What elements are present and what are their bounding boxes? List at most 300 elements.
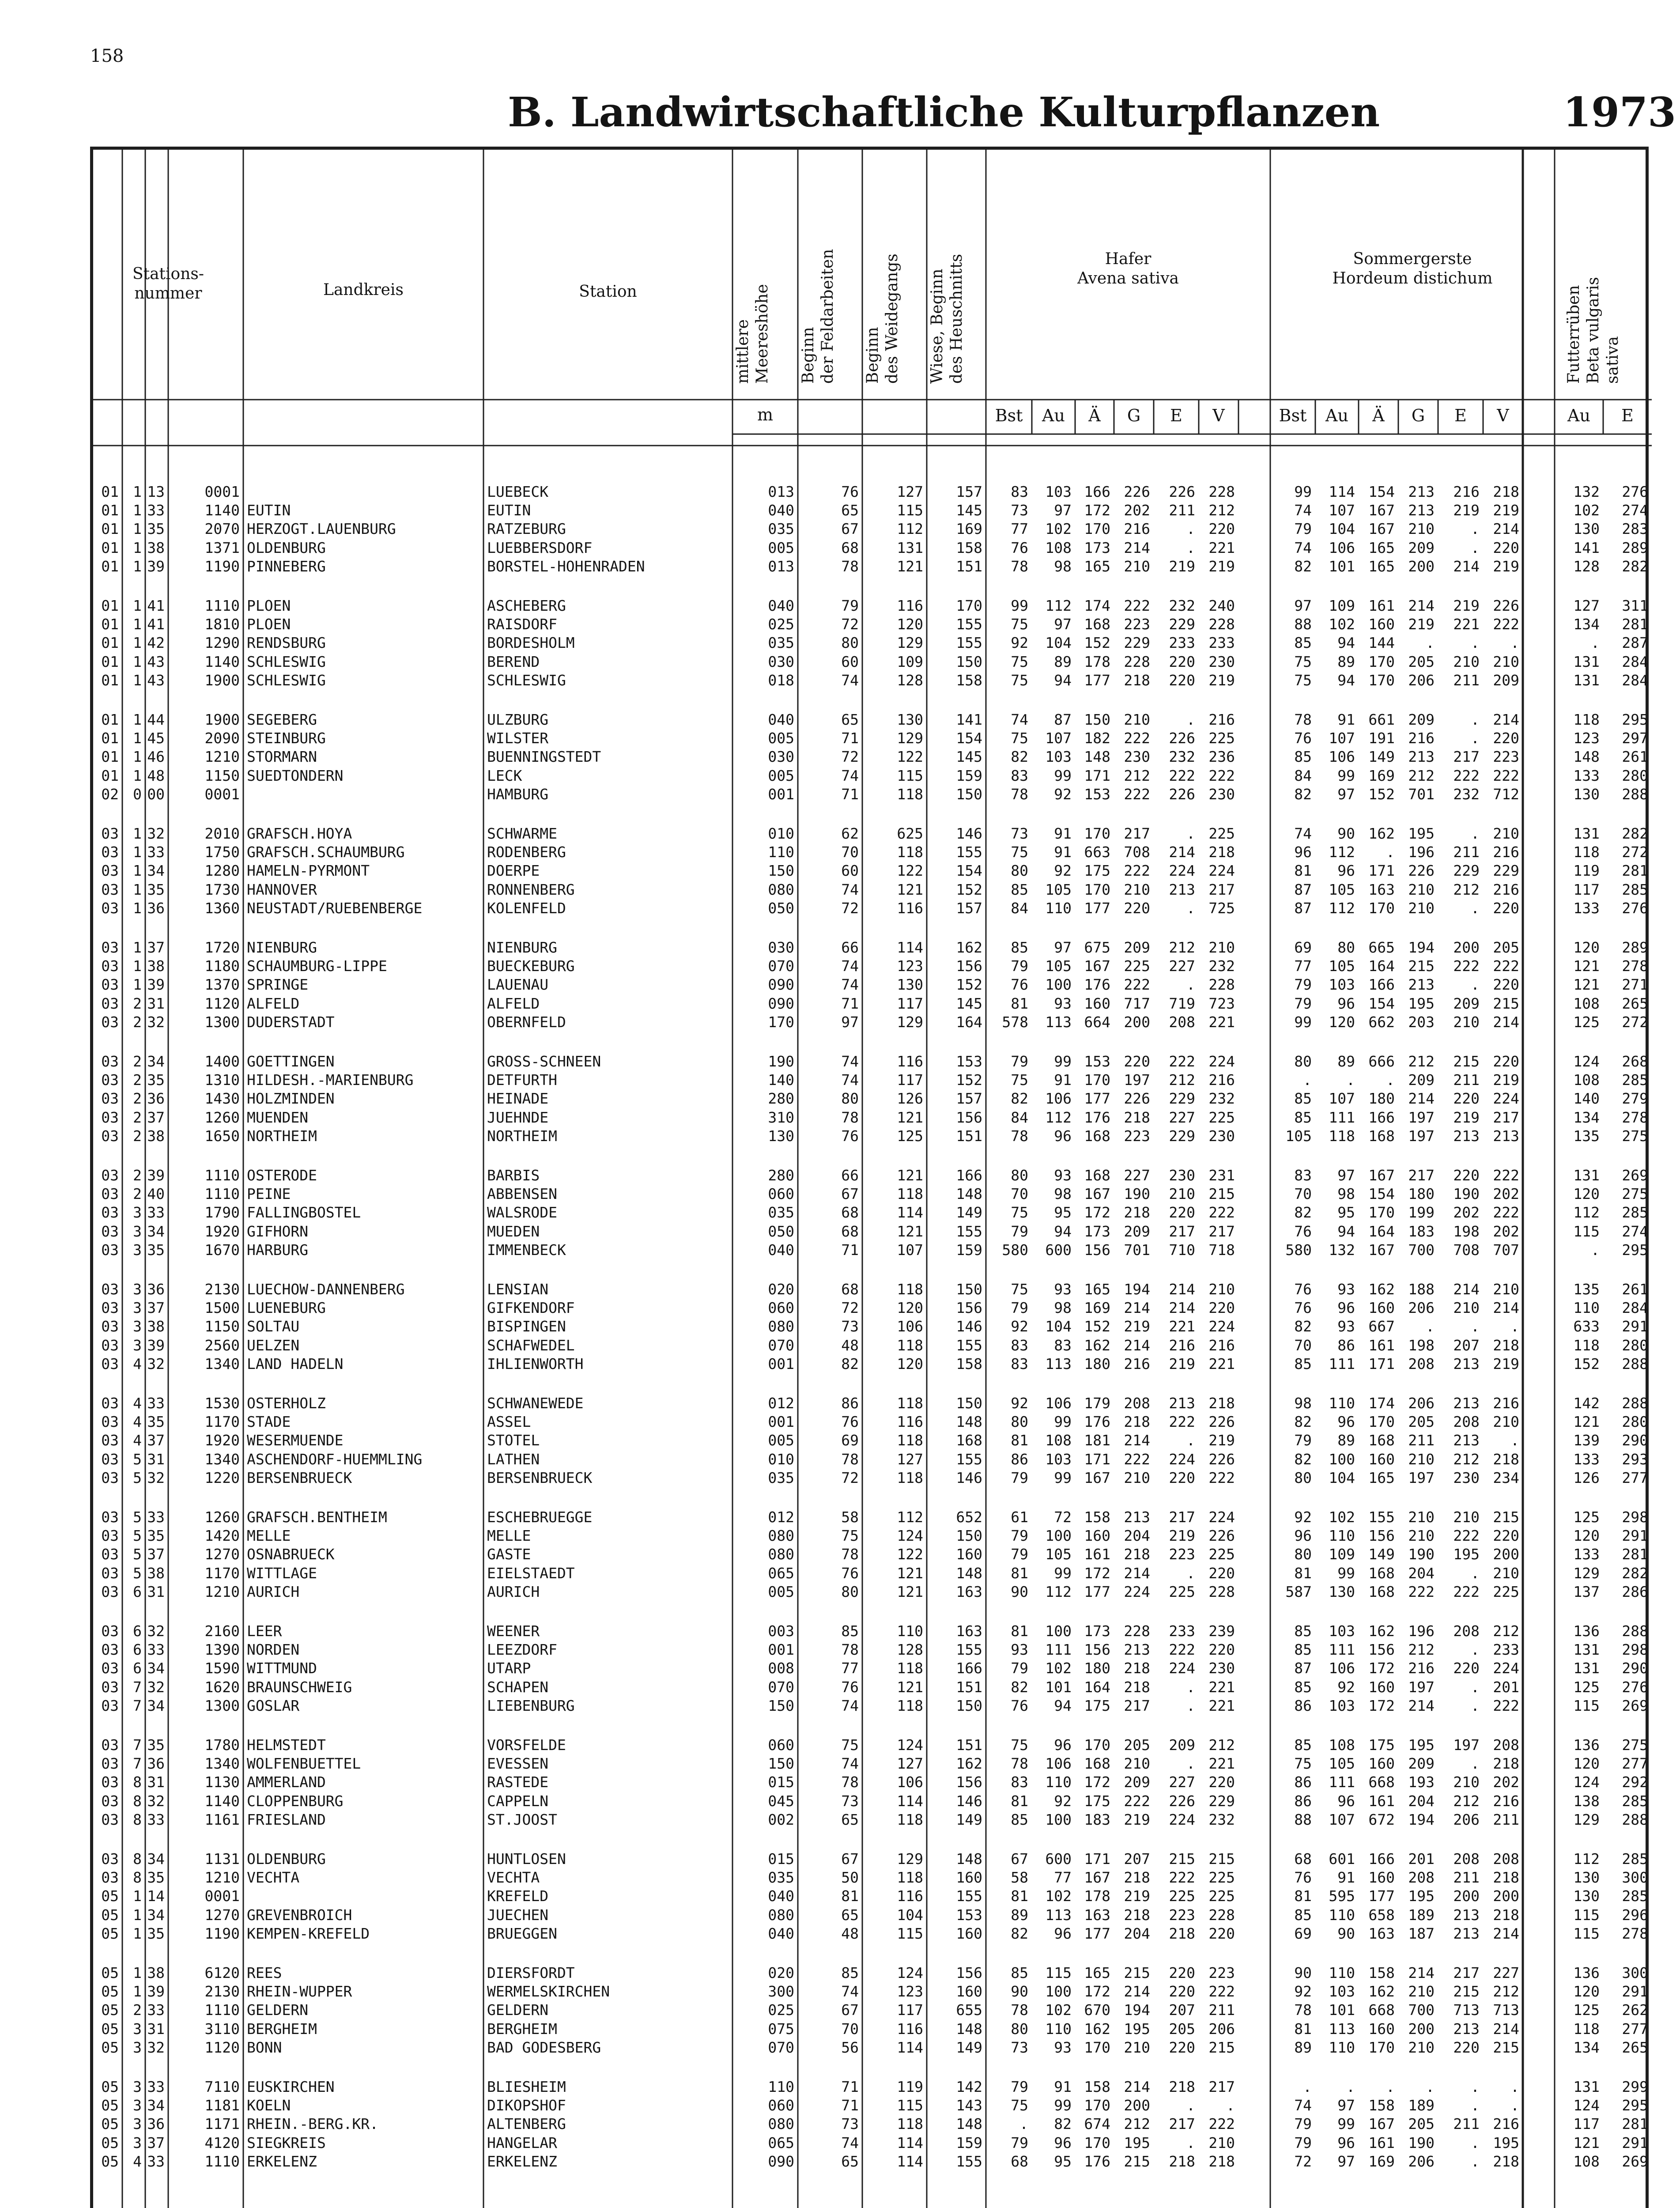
cell-heu: 156: [956, 1299, 982, 1317]
cell-rueben-au: 130: [1573, 520, 1600, 538]
cell-hafer-e: 220: [1169, 671, 1195, 689]
cell-hoehe: 030: [768, 939, 794, 956]
cell-hafer-g: 216: [1124, 1355, 1150, 1372]
cell-landkreis: OSNABRUECK: [247, 1546, 335, 1563]
cell-hafer-g: 222: [1124, 597, 1150, 614]
cell-gerste-e: 208: [1453, 1622, 1480, 1640]
cell-hafer-g: 210: [1124, 2038, 1150, 2056]
cell-kreis: 34: [147, 2097, 165, 2114]
cell-rueben-e: 276: [1622, 899, 1648, 917]
cell-heu: 148: [956, 1564, 982, 1582]
cell-hafer-ae: 150: [1084, 711, 1110, 728]
cell-hafer-au: 106: [1045, 1755, 1072, 1773]
cell-station: AURICH: [487, 1583, 540, 1600]
cell-hafer-bst: 82: [1011, 1090, 1028, 1108]
cell-gerste-g: 209: [1408, 1755, 1435, 1773]
cell-nr: 1190: [204, 1924, 240, 1942]
cell-hoehe: 010: [768, 825, 794, 842]
cell-kreis: 31: [147, 1450, 165, 1468]
cell-gerste-e: .: [1471, 899, 1480, 917]
cell-gerste-au: 109: [1329, 597, 1355, 614]
cell-landkreis: EUTIN: [247, 502, 291, 519]
cell-landkreis: CLOPPENBURG: [247, 1792, 344, 1810]
cell-nr: 1131: [204, 1850, 240, 1868]
cell-landkreis: WITTLAGE: [247, 1564, 317, 1582]
cell-landkreis: VECHTA: [247, 1869, 300, 1887]
cell-hafer-g: 226: [1124, 483, 1150, 500]
table-row: [93, 2152, 1652, 2171]
cell-gerste-au: 97: [1337, 1167, 1355, 1184]
cell-gerste-e: 211: [1453, 671, 1480, 689]
cell-hafer-e: 233: [1169, 1622, 1195, 1640]
cell-gerste-bst: 78: [1294, 2001, 1312, 2019]
cell-gerste-v: 222: [1493, 616, 1519, 633]
cell-landkreis: ALFELD: [247, 994, 300, 1012]
cell-nr: 1310: [204, 1071, 240, 1089]
cell-land: 03: [101, 1222, 119, 1240]
cell-land: 03: [101, 1071, 119, 1089]
cell-gerste-v: 214: [1493, 1299, 1519, 1317]
cell-station: EUTIN: [487, 502, 531, 519]
cell-gerste-ae: 161: [1368, 1336, 1395, 1354]
cell-hafer-ae: 175: [1084, 1792, 1110, 1810]
cell-hoehe: 300: [768, 1983, 794, 2000]
cell-weide: 106: [897, 1773, 923, 1791]
cell-kreis: 33: [147, 843, 165, 861]
cell-weide: 118: [897, 1811, 923, 1828]
cell-gerste-e: 211: [1453, 1071, 1480, 1089]
cell-weide: 112: [897, 520, 923, 538]
cell-feld: 82: [841, 1355, 859, 1372]
cell-gerste-ae: 161: [1368, 597, 1395, 614]
cell-weide: 124: [897, 1527, 923, 1545]
cell-station: CAPPELN: [487, 1792, 549, 1810]
cell-gerste-au: 99: [1337, 2115, 1355, 2133]
cell-hafer-bst: 92: [1011, 1395, 1028, 1412]
cell-gerste-e: 215: [1453, 1053, 1480, 1070]
cell-gerste-ae: 168: [1368, 1583, 1395, 1600]
cell-gerste-g: 211: [1408, 1432, 1435, 1449]
cell-feld: 75: [841, 1527, 859, 1545]
cell-gerste-bst: 587: [1285, 1583, 1312, 1600]
cell-kreis: 35: [147, 1413, 165, 1431]
cell-gerste-e: .: [1471, 1697, 1480, 1714]
cell-gerste-bst: 75: [1294, 653, 1312, 670]
cell-hafer-ae: 179: [1084, 1395, 1110, 1412]
cell-gerste-g: 210: [1408, 1983, 1435, 2000]
cell-gerste-v: 209: [1493, 671, 1519, 689]
cell-gerste-ae: 667: [1368, 1318, 1395, 1335]
cell-bezirk: 4: [133, 1395, 142, 1412]
cell-station: LECK: [487, 767, 522, 784]
cell-gerste-e: 708: [1453, 1241, 1480, 1259]
table-row: [93, 1431, 1652, 1450]
cell-hoehe: 080: [768, 1318, 794, 1335]
cell-hafer-g: 219: [1124, 1811, 1150, 1828]
cell-hafer-au: 600: [1045, 1850, 1072, 1868]
cell-gerste-g: 197: [1408, 1127, 1435, 1145]
cell-kreis: 38: [147, 1564, 165, 1582]
cell-rueben-e: 299: [1622, 2078, 1648, 2095]
cell-land: 03: [101, 1127, 119, 1145]
cell-gerste-ae: 174: [1368, 1395, 1395, 1412]
cell-gerste-ae: 149: [1368, 748, 1395, 766]
cell-gerste-ae: 164: [1368, 957, 1395, 975]
cell-kreis: 33: [147, 2078, 165, 2095]
cell-feld: 72: [841, 616, 859, 633]
cell-landkreis: SEGEBERG: [247, 711, 317, 728]
cell-landkreis: NIENBURG: [247, 939, 317, 956]
cell-land: 03: [101, 1527, 119, 1545]
subheader-cell: G: [1411, 406, 1425, 425]
cell-landkreis: SIEGKREIS: [247, 2134, 326, 2151]
cell-rueben-au: 134: [1573, 1108, 1600, 1126]
cell-gerste-e: 190: [1453, 1185, 1480, 1203]
cell-station: DETFURTH: [487, 1071, 557, 1089]
cell-gerste-e: 213: [1453, 2020, 1480, 2038]
cell-gerste-g: 197: [1408, 1108, 1435, 1126]
cell-feld: 78: [841, 557, 859, 575]
cell-gerste-g: 200: [1408, 2020, 1435, 2038]
cell-rueben-au: 124: [1573, 1773, 1600, 1791]
cell-gerste-bst: 85: [1294, 1678, 1312, 1696]
cell-rueben-au: 152: [1573, 1355, 1600, 1372]
cell-hoehe: 018: [768, 671, 794, 689]
table-row: [93, 557, 1652, 576]
cell-land: 01: [101, 597, 119, 614]
cell-gerste-bst: 79: [1294, 2134, 1312, 2151]
cell-gerste-g: 222: [1408, 1583, 1435, 1600]
cell-gerste-g: 210: [1408, 899, 1435, 917]
cell-weide: 114: [897, 939, 923, 956]
cell-weide: 123: [897, 957, 923, 975]
cell-hafer-au: 105: [1045, 957, 1072, 975]
cell-hafer-ae: 175: [1084, 862, 1110, 880]
cell-heu: 153: [956, 1053, 982, 1070]
cell-gerste-au: 103: [1329, 1622, 1355, 1640]
cell-hafer-au: 96: [1054, 1127, 1072, 1145]
cell-rueben-e: 276: [1622, 1678, 1648, 1696]
cell-landkreis: RENDSBURG: [247, 634, 326, 652]
cell-weide: 120: [897, 616, 923, 633]
cell-land: 05: [101, 2001, 119, 2019]
cell-nr: 1530: [204, 1395, 240, 1412]
cell-rueben-e: 288: [1622, 1811, 1648, 1828]
table-row: [93, 1641, 1652, 1659]
cell-hafer-bst: 78: [1011, 557, 1028, 575]
cell-hoehe: 190: [768, 1053, 794, 1070]
cell-hafer-au: 93: [1054, 1281, 1072, 1298]
cell-gerste-bst: 84: [1294, 767, 1312, 784]
cell-hafer-au: 92: [1054, 862, 1072, 880]
cell-gerste-au: 90: [1337, 825, 1355, 842]
cell-kreis: 37: [147, 1546, 165, 1563]
table-row: [93, 1280, 1652, 1299]
cell-gerste-bst: 74: [1294, 502, 1312, 519]
cell-land: 03: [101, 1318, 119, 1335]
cell-weide: 121: [897, 1678, 923, 1696]
cell-hafer-e: 219: [1169, 1527, 1195, 1545]
cell-gerste-e: 210: [1453, 653, 1480, 670]
cell-land: 05: [101, 2152, 119, 2170]
cell-gerste-bst: 80: [1294, 1469, 1312, 1486]
cell-hafer-v: 212: [1208, 1736, 1235, 1754]
cell-gerste-au: 96: [1337, 994, 1355, 1012]
cell-hafer-ae: 173: [1084, 1622, 1110, 1640]
cell-landkreis: HELMSTEDT: [247, 1736, 326, 1754]
table-row: [93, 1336, 1652, 1355]
cell-hafer-ae: 171: [1084, 1450, 1110, 1468]
cell-station: MELLE: [487, 1527, 531, 1545]
cell-hoehe: 025: [768, 616, 794, 633]
cell-gerste-g: 209: [1408, 539, 1435, 556]
cell-station: LIEBENBURG: [487, 1697, 575, 1714]
cell-gerste-v: 218: [1493, 2152, 1519, 2170]
cell-hafer-bst: 78: [1011, 1755, 1028, 1773]
cell-gerste-e: 213: [1453, 1924, 1480, 1942]
cell-hafer-e: .: [1186, 2134, 1195, 2151]
cell-hafer-ae: 176: [1084, 2152, 1110, 2170]
cell-hafer-bst: 84: [1011, 899, 1028, 917]
cell-kreis: 41: [147, 616, 165, 633]
cell-hafer-ae: 176: [1084, 976, 1110, 994]
cell-hoehe: 040: [768, 1887, 794, 1905]
cell-feld: 67: [841, 520, 859, 538]
cell-gerste-bst: 88: [1294, 1811, 1312, 1828]
cell-feld: 50: [841, 1869, 859, 1887]
cell-rueben-e: 291: [1622, 2134, 1648, 2151]
cell-bezirk: 1: [133, 899, 142, 917]
cell-gerste-e: 211: [1453, 843, 1480, 861]
cell-hafer-bst: 79: [1011, 1469, 1028, 1486]
subheader-cell: Ä: [1088, 406, 1101, 425]
cell-hafer-g: 218: [1124, 1204, 1150, 1221]
cell-hafer-v: 212: [1208, 502, 1235, 519]
cell-rueben-au: 131: [1573, 1641, 1600, 1659]
cell-landkreis: REES: [247, 1964, 282, 1981]
cell-gerste-v: 223: [1493, 748, 1519, 766]
cell-rueben-au: 115: [1573, 1924, 1600, 1942]
cell-kreis: 36: [147, 2115, 165, 2133]
cell-bezirk: 6: [133, 1583, 142, 1600]
cell-hafer-bst: 75: [1011, 1281, 1028, 1298]
cell-hafer-ae: 148: [1084, 748, 1110, 766]
cell-hafer-bst: 79: [1011, 1299, 1028, 1317]
cell-hafer-v: 222: [1208, 1204, 1235, 1221]
cell-nr: 1120: [204, 994, 240, 1012]
cell-rueben-au: 112: [1573, 1850, 1600, 1868]
cell-hafer-e: 208: [1169, 1013, 1195, 1031]
cell-weide: 116: [897, 899, 923, 917]
cell-hafer-v: 220: [1208, 1299, 1235, 1317]
cell-feld: 86: [841, 1395, 859, 1412]
cell-gerste-au: 86: [1337, 1336, 1355, 1354]
cell-hoehe: 060: [768, 2097, 794, 2114]
cell-hafer-g: 208: [1124, 1395, 1150, 1412]
cell-hafer-bst: 90: [1011, 1983, 1028, 2000]
cell-gerste-au: .: [1346, 2078, 1355, 2095]
cell-hoehe: 080: [768, 1527, 794, 1545]
cell-hoehe: 015: [768, 1773, 794, 1791]
cell-rueben-e: 291: [1622, 1527, 1648, 1545]
cell-hafer-g: 218: [1124, 1869, 1150, 1887]
cell-land: 03: [101, 1641, 119, 1659]
cell-station: STOTEL: [487, 1432, 540, 1449]
cell-hoehe: 013: [768, 483, 794, 500]
cell-rueben-au: 131: [1573, 1167, 1600, 1184]
cell-gerste-ae: 152: [1368, 785, 1395, 803]
header-sommergerste: Sommergerste Hordeum distichum: [1332, 250, 1493, 287]
cell-hafer-g: 222: [1124, 730, 1150, 747]
cell-land: 03: [101, 1432, 119, 1449]
cell-bezirk: 4: [133, 1432, 142, 1449]
cell-rueben-e: 281: [1622, 2115, 1648, 2133]
cell-gerste-g: 210: [1408, 1527, 1435, 1545]
cell-gerste-v: 218: [1493, 1869, 1519, 1887]
cell-station: HANGELAR: [487, 2134, 557, 2151]
cell-landkreis: HERZOGT.LAUENBURG: [247, 520, 396, 538]
cell-hafer-bst: 76: [1011, 539, 1028, 556]
table-row: [93, 520, 1652, 538]
cell-hafer-au: 105: [1045, 1546, 1072, 1563]
cell-hafer-g: 217: [1124, 825, 1150, 842]
cell-weide: 121: [897, 1167, 923, 1184]
cell-landkreis: SCHLESWIG: [247, 653, 326, 670]
cell-hafer-bst: 75: [1011, 616, 1028, 633]
cell-bezirk: 1: [133, 881, 142, 898]
cell-gerste-g: 195: [1408, 1736, 1435, 1754]
cell-gerste-bst: 70: [1294, 1336, 1312, 1354]
cell-landkreis: PINNEBERG: [247, 557, 326, 575]
cell-gerste-e: 211: [1453, 2115, 1480, 2133]
cell-hafer-e: 220: [1169, 1983, 1195, 2000]
cell-kreis: 36: [147, 1090, 165, 1108]
cell-land: 01: [101, 767, 119, 784]
cell-feld: 58: [841, 1509, 859, 1526]
cell-bezirk: 1: [133, 843, 142, 861]
table-row: [93, 957, 1652, 975]
cell-station: ULZBURG: [487, 711, 549, 728]
table-row: [93, 1754, 1652, 1773]
cell-heu: 156: [956, 1964, 982, 1981]
cell-gerste-e: 202: [1453, 1204, 1480, 1221]
cell-rueben-au: 115: [1573, 1697, 1600, 1714]
cell-feld: 71: [841, 994, 859, 1012]
cell-hafer-ae: 168: [1084, 1755, 1110, 1773]
cell-gerste-bst: 72: [1294, 2152, 1312, 2170]
cell-gerste-v: 220: [1493, 730, 1519, 747]
cell-rueben-e: 276: [1622, 483, 1648, 500]
cell-hoehe: 015: [768, 1850, 794, 1868]
cell-land: 03: [101, 881, 119, 898]
cell-hafer-bst: 85: [1011, 1811, 1028, 1828]
cell-gerste-bst: 78: [1294, 711, 1312, 728]
cell-kreis: 37: [147, 939, 165, 956]
table-row: [93, 862, 1652, 880]
cell-hafer-au: 101: [1045, 1678, 1072, 1696]
cell-landkreis: HILDESH.-MARIENBURG: [247, 1071, 414, 1089]
cell-nr: 1360: [204, 899, 240, 917]
cell-kreis: 33: [147, 2152, 165, 2170]
cell-hoehe: 070: [768, 2038, 794, 2056]
cell-hafer-g: 214: [1124, 1564, 1150, 1582]
cell-hafer-bst: 76: [1011, 1697, 1028, 1714]
cell-hafer-au: 94: [1054, 671, 1072, 689]
cell-rueben-e: 311: [1622, 597, 1648, 614]
cell-gerste-ae: 160: [1368, 1678, 1395, 1696]
cell-hafer-v: 217: [1208, 1222, 1235, 1240]
cell-rueben-e: 280: [1622, 1336, 1648, 1354]
cell-gerste-bst: .: [1303, 2078, 1312, 2095]
cell-gerste-g: 193: [1408, 1773, 1435, 1791]
cell-landkreis: BERGHEIM: [247, 2020, 317, 2038]
cell-gerste-ae: 170: [1368, 2038, 1395, 2056]
cell-gerste-g: .: [1426, 2078, 1435, 2095]
cell-hoehe: 170: [768, 1013, 794, 1031]
cell-gerste-v: 218: [1493, 1336, 1519, 1354]
cell-hafer-au: 95: [1054, 1204, 1072, 1221]
cell-hoehe: 050: [768, 1222, 794, 1240]
cell-gerste-bst: 87: [1294, 899, 1312, 917]
cell-hafer-ae: 167: [1084, 1469, 1110, 1486]
cell-land: 03: [101, 899, 119, 917]
cell-hoehe: 045: [768, 1792, 794, 1810]
table-row: [93, 1166, 1652, 1185]
cell-kreis: 32: [147, 1355, 165, 1372]
cell-landkreis: FALLINGBOSTEL: [247, 1204, 361, 1221]
cell-weide: 104: [897, 1906, 923, 1924]
cell-hafer-ae: 670: [1084, 2001, 1110, 2019]
cell-gerste-g: 213: [1408, 502, 1435, 519]
cell-landkreis: GOSLAR: [247, 1697, 300, 1714]
cell-gerste-e: 200: [1453, 939, 1480, 956]
cell-gerste-au: 103: [1329, 976, 1355, 994]
cell-hafer-bst: 99: [1011, 597, 1028, 614]
cell-kreis: 32: [147, 1013, 165, 1031]
cell-hoehe: 005: [768, 730, 794, 747]
cell-landkreis: [247, 1887, 483, 1906]
table-row: [93, 1355, 1652, 1373]
cell-station: BERSENBRUECK: [487, 1469, 593, 1486]
cell-heu: 152: [956, 1071, 982, 1089]
cell-heu: 156: [956, 1773, 982, 1791]
cell-gerste-bst: 76: [1294, 1869, 1312, 1887]
table-row: [93, 615, 1652, 634]
cell-hafer-ae: 178: [1084, 653, 1110, 670]
cell-heu: 151: [956, 1736, 982, 1754]
cell-hafer-g: 218: [1124, 1413, 1150, 1431]
cell-gerste-au: 97: [1337, 785, 1355, 803]
cell-hafer-v: 216: [1208, 1071, 1235, 1089]
cell-rueben-au: .: [1591, 634, 1600, 652]
cell-bezirk: 1: [133, 825, 142, 842]
cell-kreis: 34: [147, 1660, 165, 1677]
cell-hafer-e: 233: [1169, 634, 1195, 652]
cell-hafer-bst: 83: [1011, 767, 1028, 784]
cell-gerste-g: 208: [1408, 1869, 1435, 1887]
cell-gerste-au: 97: [1337, 2152, 1355, 2170]
cell-rueben-au: 117: [1573, 881, 1600, 898]
cell-gerste-bst: 81: [1294, 1887, 1312, 1905]
cell-gerste-g: .: [1426, 1318, 1435, 1335]
cell-rueben-e: 283: [1622, 520, 1648, 538]
cell-station: RODENBERG: [487, 843, 566, 861]
cell-hafer-ae: 172: [1084, 1983, 1110, 2000]
cell-hafer-e: 210: [1169, 1185, 1195, 1203]
cell-gerste-e: .: [1471, 976, 1480, 994]
cell-land: 05: [101, 2097, 119, 2114]
cell-feld: 78: [841, 1641, 859, 1659]
